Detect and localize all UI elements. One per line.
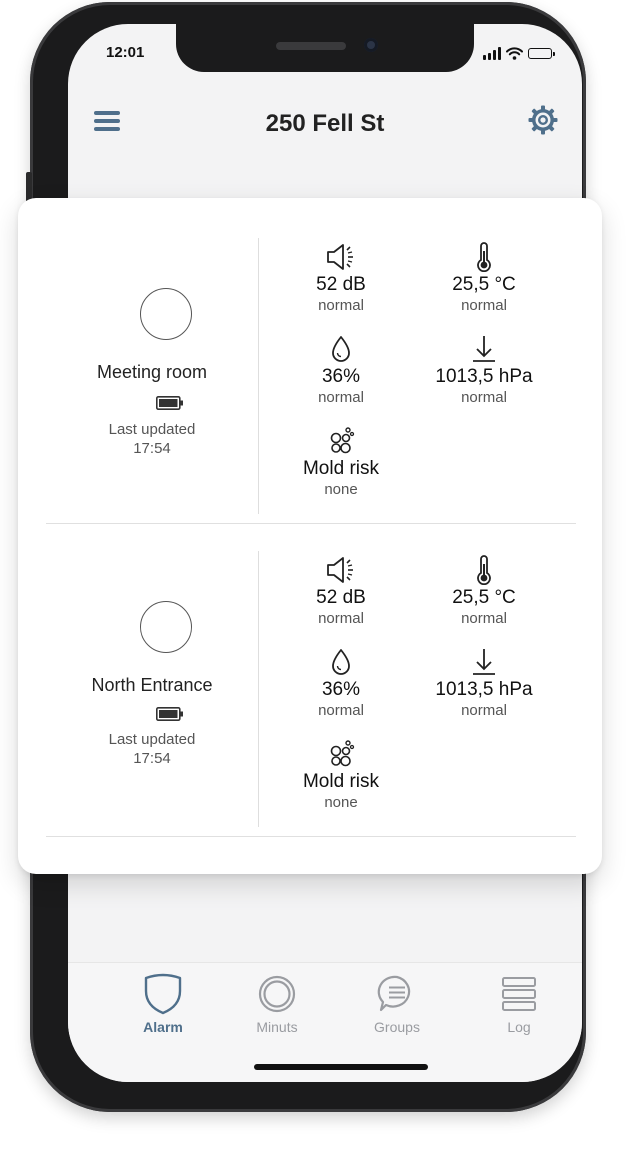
room-name: Meeting room xyxy=(96,362,208,382)
metric-value: 1013,5 hPa xyxy=(435,679,533,700)
signal-icon xyxy=(483,47,501,60)
metric-status: none xyxy=(324,794,358,811)
metric-status: normal xyxy=(318,702,364,719)
room-status-circle xyxy=(140,601,192,653)
front-camera xyxy=(364,38,378,52)
page-title: 250 Fell St xyxy=(265,110,385,137)
metric-value: Mold risk xyxy=(302,771,379,792)
tab-groups[interactable] xyxy=(352,973,442,1035)
pressure-arrow-icon xyxy=(468,334,500,364)
home-indicator xyxy=(254,1064,428,1070)
stacked-list-icon xyxy=(499,973,539,1015)
metric-value: 36% xyxy=(321,366,361,387)
metric-temperature xyxy=(414,555,554,627)
room-status-circle xyxy=(140,288,192,340)
room-info xyxy=(46,539,258,827)
room-meeting-room[interactable] xyxy=(46,226,576,514)
column-divider xyxy=(258,551,259,827)
metric-humidity xyxy=(271,334,411,406)
ring-icon xyxy=(257,973,297,1015)
pressure-arrow-icon xyxy=(468,647,500,677)
metric-value: 1013,5 hPa xyxy=(435,366,533,387)
last-updated-label: Last updated xyxy=(108,421,196,438)
droplet-icon xyxy=(325,647,357,677)
room-north-entrance[interactable] xyxy=(46,539,576,827)
metric-value: 52 dB xyxy=(316,587,366,608)
metric-sound xyxy=(271,242,411,314)
column-divider xyxy=(258,238,259,514)
tab-alarm[interactable] xyxy=(118,973,208,1035)
metric-status: normal xyxy=(461,702,507,719)
metric-value: 52 dB xyxy=(316,274,366,295)
last-updated-time: 17:54 xyxy=(133,440,171,457)
metric-mold xyxy=(289,739,393,811)
thermometer-icon xyxy=(468,555,500,585)
room-separator xyxy=(46,836,576,837)
wifi-icon xyxy=(506,47,523,60)
speaker-icon xyxy=(325,242,357,272)
metric-value: 25,5 °C xyxy=(452,274,516,295)
mold-spores-icon xyxy=(325,426,357,456)
tab-label: Log xyxy=(507,1019,531,1035)
metric-status: normal xyxy=(461,389,507,406)
mold-spores-icon xyxy=(325,739,357,769)
room-info xyxy=(46,226,258,514)
metric-humidity xyxy=(271,647,411,719)
battery-icon xyxy=(156,396,184,410)
droplet-icon xyxy=(325,334,357,364)
metric-sound xyxy=(271,555,411,627)
metric-temperature xyxy=(414,242,554,314)
battery-icon xyxy=(528,48,552,59)
room-separator xyxy=(46,523,576,524)
notch xyxy=(176,24,474,72)
tab-label: Groups xyxy=(374,1019,420,1035)
shield-icon xyxy=(143,973,183,1015)
gear-icon[interactable] xyxy=(528,105,558,135)
tab-log[interactable] xyxy=(474,973,564,1035)
metric-status: normal xyxy=(318,610,364,627)
metric-status: normal xyxy=(318,297,364,314)
metric-pressure xyxy=(414,647,554,719)
tab-label: Minuts xyxy=(256,1019,298,1035)
metric-pressure xyxy=(414,334,554,406)
last-updated-time: 17:54 xyxy=(133,750,171,767)
metric-value: 25,5 °C xyxy=(452,587,516,608)
metric-status: normal xyxy=(318,389,364,406)
battery-icon xyxy=(156,707,184,721)
room-name: North Entrance xyxy=(91,675,213,695)
chat-bubble-icon xyxy=(377,973,417,1015)
metric-mold xyxy=(289,426,393,498)
status-icons xyxy=(483,45,552,61)
metric-status: normal xyxy=(461,297,507,314)
metric-value: Mold risk xyxy=(302,458,379,479)
speaker-icon xyxy=(325,555,357,585)
tab-minuts[interactable] xyxy=(232,973,322,1035)
status-time: 12:01 xyxy=(106,44,145,61)
earpiece-speaker xyxy=(276,42,346,50)
metric-status: none xyxy=(324,481,358,498)
metric-value: 36% xyxy=(321,679,361,700)
tab-label: Alarm xyxy=(143,1019,183,1035)
metric-status: normal xyxy=(461,610,507,627)
rooms-card xyxy=(18,198,602,874)
last-updated-label: Last updated xyxy=(108,731,196,748)
thermometer-icon xyxy=(468,242,500,272)
